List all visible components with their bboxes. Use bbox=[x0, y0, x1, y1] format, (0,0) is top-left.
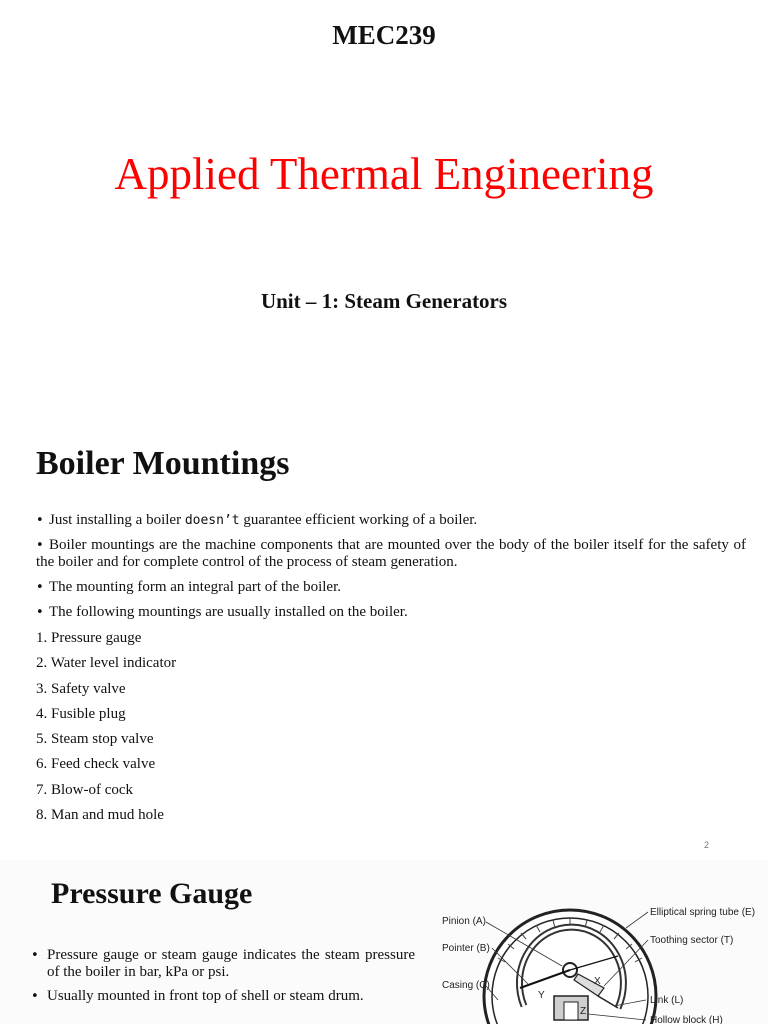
bullet-dot-icon: • bbox=[31, 989, 39, 1004]
numbered-item: 4. Fusible plug bbox=[36, 705, 126, 722]
bullet-text-part: guarantee efficient working of a boiler. bbox=[239, 512, 478, 528]
casing-label: Casing (C) bbox=[442, 980, 490, 991]
pressure-gauge-heading: Pressure Gauge bbox=[51, 877, 253, 910]
bullet-item bbox=[31, 947, 415, 981]
bullet-dot-icon: • bbox=[36, 580, 44, 595]
bullet-text: The following mountings are usually installed on the boiler. bbox=[49, 604, 408, 620]
unit-title: Unit – 1: Steam Generators bbox=[260, 289, 508, 313]
numbered-item: 6. Feed check valve bbox=[36, 756, 156, 773]
course-code: MEC239 bbox=[332, 20, 436, 50]
bullet-item bbox=[36, 579, 746, 596]
numbered-item: 8. Man and mud hole bbox=[36, 807, 164, 824]
bullet-dot-icon: • bbox=[31, 948, 39, 963]
bullet-item bbox=[36, 604, 746, 621]
page-number: 2 bbox=[704, 840, 710, 850]
numbered-item: 1. Pressure gauge bbox=[36, 630, 142, 646]
gauge-bullet-list bbox=[31, 947, 415, 1012]
title-slide bbox=[0, 0, 768, 420]
numbered-item: 3. Safety valve bbox=[36, 680, 126, 697]
boiler-mountings-slide bbox=[0, 420, 768, 860]
pressure-gauge-slide bbox=[0, 860, 768, 1024]
bullet-item bbox=[36, 537, 746, 571]
bullet-text: Usually mounted in front top of shell or steam drum. bbox=[47, 988, 364, 1004]
bullet-dot-icon: • bbox=[36, 538, 44, 553]
spring-tube-label: Elliptical spring tube (E) bbox=[650, 907, 756, 918]
pressure-gauge-figure bbox=[428, 896, 768, 1024]
mark-z-label: Z bbox=[580, 1006, 587, 1017]
mountings-bullet-list bbox=[36, 512, 746, 629]
pointer-label: Pointer (B) bbox=[442, 943, 490, 954]
link-label: Link (L) bbox=[650, 995, 684, 1006]
bullet-text-part: Just installing a boiler bbox=[49, 512, 185, 528]
hollow-block-bore bbox=[564, 1002, 578, 1020]
mountings-numbered-list bbox=[36, 630, 176, 832]
numbered-item: 5. Steam stop valve bbox=[36, 731, 154, 748]
numbered-item: 7. Blow-of cock bbox=[36, 781, 134, 798]
pinion-label: Pinion (A) bbox=[442, 916, 486, 927]
bullet-dot-icon: • bbox=[36, 513, 44, 528]
boiler-mountings-heading: Boiler Mountings bbox=[36, 445, 290, 482]
bullet-text: Boiler mountings are the machine components that are mounted over the body of the boiler itself for the safety of the boiler and for complete control of the process of steam generation. bbox=[36, 537, 746, 570]
mark-y-label: Y bbox=[538, 990, 545, 1001]
numbered-item: 2. Water level indicator bbox=[36, 655, 177, 672]
bullet-text: The mounting form an integral part of the boiler. bbox=[49, 579, 342, 595]
bullet-dot-icon: • bbox=[36, 605, 44, 620]
hollow-block-label: Hollow block (H) bbox=[650, 1015, 723, 1024]
toothing-sector-label: Toothing sector (T) bbox=[650, 935, 734, 946]
bullet-text-mono: doesn’t bbox=[184, 513, 240, 528]
bullet-item bbox=[31, 988, 415, 1005]
bullet-text: Pressure gauge or steam gauge indicates the steam pressure of the boiler in bar, kPa or psi. bbox=[47, 947, 415, 980]
bullet-item bbox=[36, 512, 746, 529]
course-title: Applied Thermal Engineering bbox=[114, 149, 654, 199]
pressure-gauge-diagram bbox=[428, 896, 768, 1024]
mark-x-label: X bbox=[594, 976, 601, 987]
